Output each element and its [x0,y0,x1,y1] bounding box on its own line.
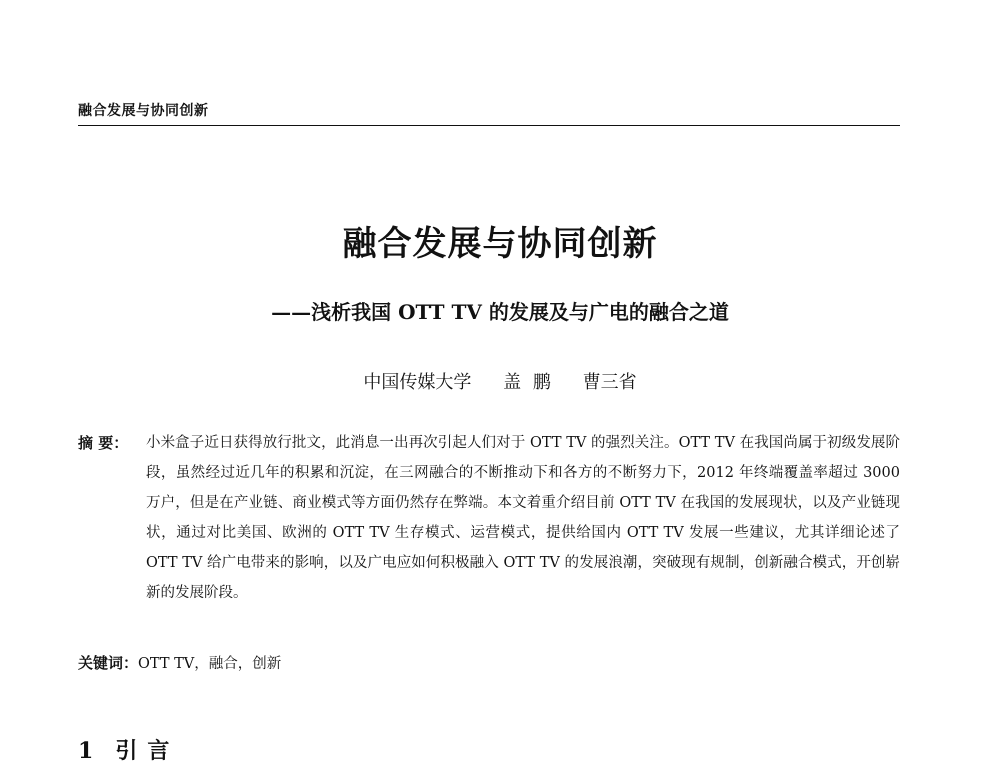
running-header: 融合发展与协同创新 [78,103,209,119]
author-name: 曹三省 [582,372,637,393]
author-name: 盖 鹏 [503,372,551,393]
section-number: 1 [78,738,94,764]
keywords [78,648,900,679]
article-title: 融合发展与协同创新 [342,224,658,264]
section-title: 引言 [115,738,180,764]
author-affiliation: 中国传媒大学 [363,372,472,393]
keywords-text: OTT TV，融合，创新 [138,656,282,672]
header-rule [78,125,900,126]
abstract [78,428,900,608]
author-line [0,368,1000,394]
abstract-text: 小米盒子近日获得放行批文，此消息一出再次引起人们对于 OTT TV 的强烈关注。OTT TV 在我国尚属于初级发展阶段，虽然经过近几年的积累和沉淀，在三网融合的不断推动下和各方的不断努力下，2012 年终端覆盖率超过 3000 万户，但是在产业链、商业模式等方面仍然存在弊端。本文着重介绍目前 OTT TV 在我国的发展现状，以及产业链现状，通过对比美国、欧洲的 OTT TV 生存模式、运营模式，提供给国内 OTT TV 发展一些建议，尤其详细论述了 OTT TV 给广电带来的影响，以及广电应如何积极融入 OTT TV 的发展浪潮，突破现有规制，创新融合模式，开创崭新的发展阶段。 [146,435,900,601]
section-heading [78,734,179,765]
keywords-label: 关键词： [78,654,139,672]
abstract-label: 摘 要： [78,434,129,452]
article-subtitle: ——浅析我国 OTT TV 的发展及与广电的融合之道 [271,300,729,324]
